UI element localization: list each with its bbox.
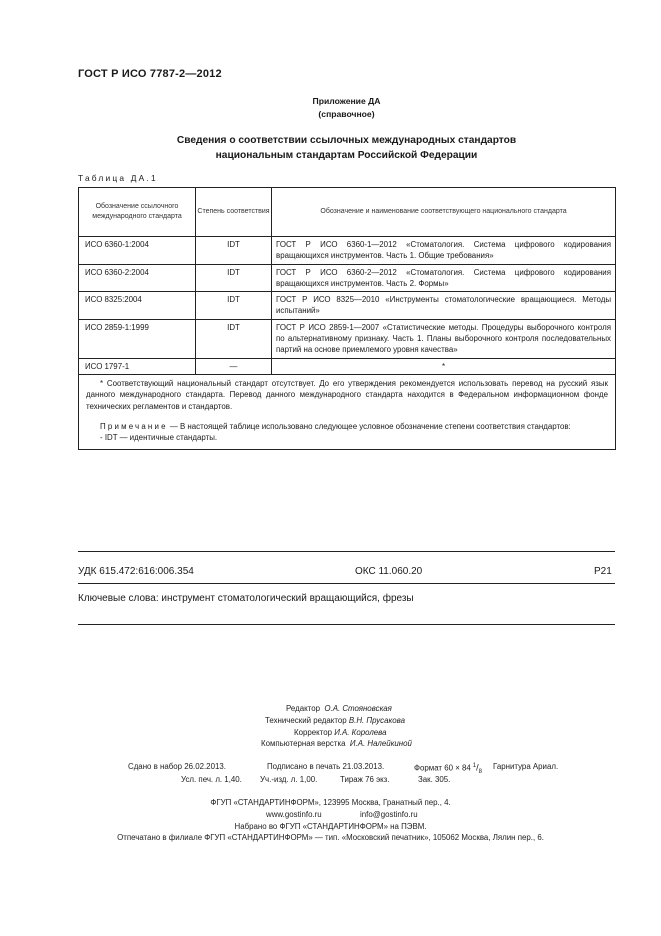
format-denominator: 8 (478, 769, 482, 776)
credit-layout: Компьютерная верстка И.А. Налейкиной (261, 739, 412, 748)
cell-degree: IDT (196, 292, 272, 320)
print-run: Тираж 76 экз. (340, 775, 390, 784)
table-header-row (79, 188, 616, 237)
table-row (79, 292, 616, 320)
header-degree: Степень соответствия (196, 188, 272, 237)
table-row (79, 319, 616, 358)
table-footnote-row (79, 374, 616, 449)
cell-national: ГОСТ Р ИСО 6360-1—2012 «Стоматология. Система цифрового кодирования вращающихся инструментов. Часть 1. Общие требования» (272, 237, 616, 265)
divider-bottom (78, 624, 615, 625)
note-item: - IDT — идентичные стандарты. (100, 433, 218, 443)
cell-national: ГОСТ Р ИСО 6360-2—2012 «Стоматология. Система цифрового кодирования вращающихся инструментов. Часть 2. Формы» (272, 264, 616, 292)
table-label: Таблица ДА.1 (78, 173, 158, 183)
note-text: — В настоящей таблице использовано следующее условное обозначение степени соответствия стандартов: (167, 421, 571, 431)
publisher-email[interactable]: info@gostinfo.ru (360, 810, 418, 819)
print-date-signed: Подписано в печать 21.03.2013. (267, 762, 385, 771)
header-national-standard: Обозначение и наименование соответствующего национального стандарта (272, 188, 616, 237)
table-note (86, 421, 608, 432)
cell-degree: — (196, 358, 272, 374)
header-international-standard: Обозначение ссылочного международного стандарта (79, 188, 196, 237)
credit-tech-editor: Технический редактор В.Н. Прусакова (265, 716, 405, 725)
table-row (79, 264, 616, 292)
annex-heading (78, 133, 615, 163)
table-footnote (79, 374, 616, 449)
cell-degree: IDT (196, 237, 272, 265)
document-id: ГОСТ Р ИСО 7787-2—2012 (78, 68, 222, 80)
cell-ref: ИСО 1797-1 (79, 358, 196, 374)
classification-code: Р21 (594, 566, 612, 577)
cell-ref: ИСО 6360-2:2004 (79, 264, 196, 292)
udk-code: УДК 615.472:616:006.354 (78, 566, 194, 577)
note-label: Примечание (100, 421, 168, 431)
print-edit-sheets: Уч.-изд. л. 1,00. (260, 775, 318, 784)
table-row (79, 358, 616, 374)
annex-heading-line-2: национальным стандартам Российской Федерации (215, 150, 478, 161)
divider-middle (78, 583, 615, 584)
annex-subtitle: (справочное) (318, 109, 375, 119)
table-row (79, 237, 616, 265)
cell-degree: IDT (196, 319, 272, 358)
standards-table (78, 187, 616, 450)
print-format: Формат 60 × 84 $^1/_8$ (414, 762, 482, 776)
cell-ref: ИСО 6360-1:2004 (79, 237, 196, 265)
print-typeface: Гарнитура Ариал. (493, 762, 559, 771)
print-date-submitted: Сдано в набор 26.02.2013. (128, 762, 226, 771)
publisher-typeset: Набрано во ФГУП «СТАНДАРТИНФОРМ» на ПЭВМ. (234, 822, 427, 831)
format-numerator: 1 (472, 763, 477, 769)
credit-editor: Редактор О.А. Стояновская (286, 704, 392, 713)
cell-ref: ИСО 8325:2004 (79, 292, 196, 320)
cell-national: ГОСТ Р ИСО 2859-1—2007 «Статистические методы. Процедуры выборочного контроля по альтернативному признаку. Часть 1. Планы выборочного контроля последовательных партий на основе приемлемого уровня качества» (272, 319, 616, 358)
print-sheets: Усл. печ. л. 1,40. (181, 775, 242, 784)
print-order: Зак. 305. (418, 775, 451, 784)
cell-degree: IDT (196, 264, 272, 292)
footnote-text: * Соответствующий национальный стандарт отсутствует. До его утверждения рекомендуется использовать перевод на русский язык данного международного стандарта. Перевод данного международного стандарта находится в Федеральном информационном фонде технических регламентов и стандартов. (86, 378, 608, 411)
cell-national: * (272, 358, 616, 374)
annex-title: Приложение ДА (312, 96, 381, 106)
publisher-printed: Отпечатано в филиале ФГУП «СТАНДАРТИНФОРМ» — тип. «Московский печатник», 105062 Москва, Лялин пер., 6. (117, 833, 544, 842)
cell-ref: ИСО 2859-1:1999 (79, 319, 196, 358)
cell-national: ГОСТ Р ИСО 8325—2010 «Инструменты стоматологические вращающиеся. Методы испытаний» (272, 292, 616, 320)
oks-code: ОКС 11.060.20 (355, 566, 423, 577)
annex-heading-line-1: Сведения о соответствии ссылочных международных стандартов (176, 135, 517, 146)
publisher-website[interactable]: www.gostinfo.ru (266, 810, 322, 819)
divider-top (78, 551, 615, 552)
keywords: Ключевые слова: инструмент стоматологический вращающийся, фрезы (78, 593, 414, 604)
credit-proofreader: Корректор И.А. Королева (294, 728, 387, 737)
publisher-address: ФГУП «СТАНДАРТИНФОРМ», 123995 Москва, Гранатный пер., 4. (210, 798, 451, 807)
